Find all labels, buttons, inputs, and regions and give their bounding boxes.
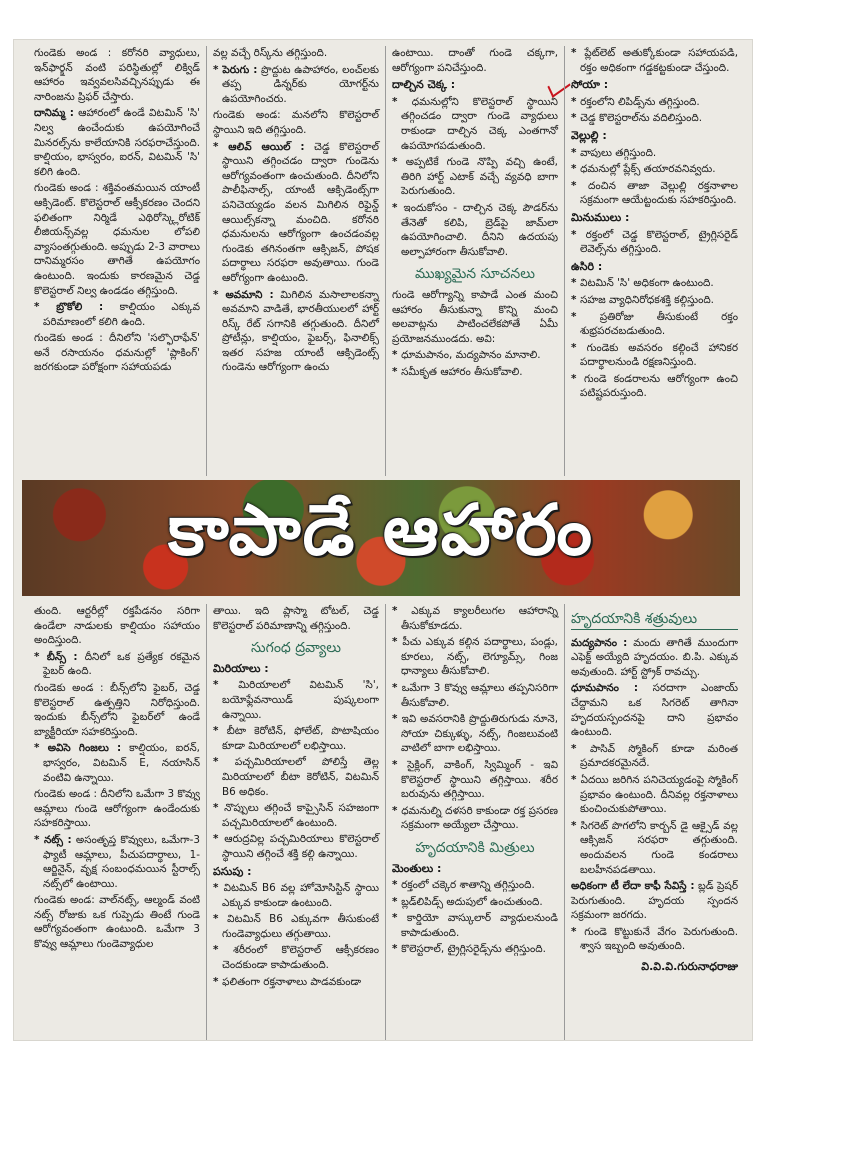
item-label: ఆలివ్ ఆయిల్ : — [228, 140, 305, 153]
section-heading: మెంతులు : — [392, 861, 442, 875]
author-byline: వి.వి.వి.గురునాధరాజు — [641, 960, 738, 974]
paragraph: గుండెకు అండ: మనలోని కొలెస్టరాల్ స్థాయిని ఇది తగ్గిస్తుంది. — [213, 109, 379, 136]
paragraph — [213, 288, 379, 376]
bullet-item: * శరీరంలో కొలెస్టరాల్ ఆక్సీకరణం చెందకుండా కాపాడుతుంది. — [213, 943, 379, 972]
bullet-item: * సహజ వ్యాధినిరోధకశక్తి కల్గిస్తుంది. — [571, 293, 738, 308]
column-6 — [207, 604, 386, 1040]
top-section — [28, 46, 746, 476]
bullet-item: * విటమిన్ 'సి' అధికంగా ఉంటుంది. — [571, 276, 738, 291]
bullet-item: * ఎక్కువ క్యాలరీలుగల ఆహారాన్ని తీసుకోకూడదు. — [392, 604, 558, 633]
paragraph — [34, 106, 200, 179]
paragraph: తాయి. ఇది ప్లాస్మా టోటల్, చెడ్డ కొలెస్టరాల్ పరిమాణాన్ని తగ్గిస్తుంది. — [213, 605, 379, 632]
paragraph: గుండె ఆరోగ్యాన్ని కాపాడే ఎంత మంచి ఆహారం తీసుకున్నా కొన్ని మంచి అలవాట్లను పాటించలేకపోతే ఏమీ ప్రయోజనముండదు. అవి: — [392, 288, 558, 345]
bullet-item: * ఆరుద్రవిల్ల పచ్చమిరియాలు కొలెస్టరాల్ స్థాయిని తగ్గించే శక్తి కల్గి ఉన్నాయి. — [213, 832, 379, 861]
column-7 — [386, 604, 565, 1040]
column-4 — [565, 46, 744, 476]
bullet-item: * గుండెకు అవసరం కల్గించే హానికర పదార్థాలనుండి రక్షణనిస్తుంది. — [571, 341, 738, 370]
bullet-item: * ఇవి అవసరానికి ప్రొద్దుతిరుగుడు నూనె, సోయా చిక్కుళ్ళు, నట్స్, గింజలువంటి వాటిలో బాగా లభిస్తాయి. — [392, 712, 558, 756]
paragraph: వల్ల వచ్చే రిస్క్‌ను తగ్గిస్తుంది. — [213, 47, 328, 59]
item-label: దానిమ్మ : — [34, 107, 74, 120]
paragraph: గుండెకు అండ : దీనిలోని 'సల్ఫొరాఫేన్' అనే రసాయనం ధమనుల్లో 'ప్లాకింగ్' జరగకుండా పరోక్షంగా సహాయపడు — [34, 332, 200, 374]
bullet-item: * పచ్చమిరియాలలో పోలిస్తే తెల్ల మిరియాలలో బీటా కెరోటిన్, విటమిన్ B6 అధికం. — [213, 755, 379, 799]
paragraph: గుండెకు అండ : బీన్స్‌లోని ఫైబర్, చెడ్డ కొలెస్టరాల్ ఉత్పత్తిని నిరోధిస్తుంది. ఇందుకు బీన్స్‌లోని ఫైబర్‌లో ఉండే బ్యాక్టీరియా సహకరిస్తుంది. — [34, 681, 200, 738]
item-text: ప్రొద్దుట ఉపాహారం, లంచ్‌లకు తప్ప డిన్నర్‌కు యోగర్ట్‌ను ఉపయోగించరు. — [222, 63, 379, 105]
subheading-important-tips: ముఖ్యమైన సూచనలు — [415, 266, 535, 283]
bullet-item: * పాసివ్ స్మోకింగ్ కూడా మరింత ప్రమాదకరమైనదే. — [571, 742, 738, 771]
bullet-item: * కార్డియో వాస్కులార్ వ్యాధులనుండి కాపాడుతుంది. — [392, 911, 558, 940]
paragraph: తుంది. ఆర్టరీల్లో రక్తపీడనం సరిగా ఉండేలా నాడులకు కాల్షియం సహాయం అందిస్తుంది. — [34, 605, 200, 647]
bullet-item: * బీటా కెరోటిన్, ఫోలేట్, పొటాషియం కూడా మిరియాలలో లభిస్తాయి. — [213, 724, 379, 753]
item-label: బ్రొకోలి : — [56, 301, 104, 314]
bullet-item: * సైక్లింగ్, వాకింగ్, స్విమ్మింగ్ - ఇవి కొలెస్టరాల్ స్థాయిని తగ్గిస్తాయి. శరీర బరువును తగ్గిస్తాయి. — [392, 758, 558, 802]
column-5 — [28, 604, 207, 1040]
paragraph — [571, 681, 738, 739]
item-label: అవమాని : — [225, 288, 274, 301]
bullet-item: * గుండె కండరాలను ఆరోగ్యంగా ఉంచి పటిష్టపరుస్తుంది. — [571, 372, 738, 401]
item-label: బీన్స్ : — [46, 650, 78, 663]
paragraph: గుండెకు అండ : శక్తివంతమయిన యాంటీ ఆక్సిడెంట్. కొలెస్టరాల్ ఆక్సీకరణం చెందని ఫలితంగా నిర్మిడే ఎథిరోస్క్లెరోటిక్ లీజియన్స్‌వల్ల ధమనుల లోపలి వ్యాసంతగ్గుతుంది. అప్పుడు 2-3 వారాలు దానిమ్మరసం తాగితే ఉపయోగం ఉంటుంది. ఇందుకు కారణమైన చెడ్డ కొలెస్టరాల్ నిల్వ ఉండడం తగ్గిస్తుంది. — [34, 182, 200, 297]
item-label: పెరుగు : — [222, 63, 258, 76]
item-text: మిగిలిన మసాలాలకన్నా అవమాని వాడితే, భారతీయులలో హార్ట్ రిస్క్ రేట్ సగానికి తగ్గుతుంది. దీనిలో ప్రోటీన్లు, కాల్షియం, ఫైబర్స్, ఫినాలిక్స్ ఇతర సహజ యాంటీ ఆక్సిడెంట్స్ గుండెను ఆరోగ్యంగా ఉంచు — [222, 288, 379, 374]
paragraph: గుండెకు అండ : కరోనరి వ్యాధులు, ఇన్‌ఫార్క్షన్ వంటి పరిస్థితుల్లో లిక్విడ్ ఆహారం ఇవ్వవలసివచ్చినప్పుడు ఈ నారింజను ప్రిఫర్ చేస్తారు. — [34, 47, 200, 103]
bullet-item: * విటమిన్ B6 ఎక్కువగా తీసుకుంటే గుండెవ్యాధులు తగ్గుతాయి. — [213, 912, 379, 941]
paragraph: ఉంటాయి. దాంతో గుండె చక్కగా, ఆరోగ్యంగా పనిచేస్తుంది. — [392, 47, 558, 74]
column-3 — [386, 46, 565, 476]
bullet-item: * ఇందుకోసం - దాల్చిన చెక్క పౌడర్‌ను తేనెతో కలిపి, బ్రెడ్‌పై జామ్‌లా ఉపయోగించాలి. దీనిని ఉదయపు అల్పాహారంగా తీసుకోవాలి. — [392, 201, 558, 259]
paragraph — [571, 879, 738, 923]
section-heading: సోయా : — [571, 78, 609, 92]
item-text: ఆహారంలో ఉండే విటమిన్ 'సి' నిల్వ ఉంచేందుకు ఉపయోగించే మినరల్స్‌ను కాలేయానికి సరఫరాచేస్తుంది. కాల్షియం, భాస్వరం, ఐరన్, విటమిన్ 'సి' కలిగి ఉంది. — [34, 107, 200, 178]
bullet-item: * కొలెస్టరాల్, ట్రైగ్లిసరైడ్స్‌ను తగ్గిస్తుంది. — [392, 942, 558, 957]
bullet-item: * దంచిన తాజా వెల్లుల్లి రక్తనాళాల సక్రమంగా ఆయేట్టందుకు సహకరిస్తుంది. — [571, 179, 738, 208]
bullet-item: * అప్పటికే గుండె నొప్పి వచ్చి ఉంటే, తిరిగి హార్ట్ ఎటాక్ వచ్చే వ్యవధి బాగా పెరుగుతుంది. — [392, 155, 558, 199]
paragraph: గుండెకు అండ : దీనిలోని ఒమేగా 3 కొవ్వు ఆమ్లాలు గుండె ఆరోగ్యంగా ఉండేందుకు సహకరిస్తాయి. — [34, 788, 200, 830]
bullet-item: * ఏదయి జరిగిన పనిచెయ్యడంపై స్మోకింగ్ ప్రభావం ఉంటుంది. దీనివల్ల రక్తనాళాలు కుంచించుకుపోతాయి. — [571, 773, 738, 817]
bullet-item: * మిరియాలలో విటమిన్ 'సి', బయోఫ్లేవనాయిడ్ పుష్కలంగా ఉన్నాయి. — [213, 678, 379, 722]
column-2 — [207, 46, 386, 476]
column-8 — [565, 604, 744, 1040]
bullet-item: * బ్లడ్‌లిపిడ్స్ అదుపులో ఉంచుతుంది. — [392, 895, 558, 910]
paragraph — [34, 650, 200, 679]
item-label: ధూమపానం : — [571, 682, 638, 695]
bullet-item: * వాపులు తగ్గిస్తుంది. — [571, 146, 738, 161]
bullet-item: * నొప్పులు తగ్గించే కాప్సైసిన్ సహజంగా పచ్చమిరియాలలో ఉంటుంది. — [213, 801, 379, 830]
subheading-heart-enemies: హృదయానికి శత్రువులు — [571, 612, 738, 630]
bullet-item: * పీచు ఎక్కువ కల్గిన పదార్థాలు, పండ్లు, కూరలు, నట్స్, లెగ్యూమ్స్, గింజ ధాన్యాలు తీసుకోవాలి. — [392, 635, 558, 679]
section-heading: పసుపు : — [213, 864, 252, 878]
paragraph — [34, 833, 200, 891]
banner-vegetables-image — [22, 480, 740, 596]
item-text: అసంతృప్త కొవ్వులు, ఒమేగా-3 ఫ్యాటీ ఆమ్లాలు, పీచుపదార్థాలు, 1-ఆర్జినైన్, వృక్ష సంబంధమయిన స్టీరాల్స్ నట్స్‌లో ఉంటాయి. — [43, 833, 200, 890]
paragraph — [213, 140, 379, 286]
paragraph — [34, 741, 200, 785]
bullet-item: * సమీకృత ఆహారం తీసుకోవాలి. — [392, 365, 558, 380]
bullet-item: * ప్రతిరోజు తీసుకుంటే రక్తం శుభ్రపరచబడుతుంది. — [571, 310, 738, 339]
bullet-item: * రక్తంలోని లిపిడ్స్‌ను తగ్గిస్తుంది. — [571, 95, 738, 110]
item-label: అధికంగా టీ లేదా కాఫీ సేవిస్తే : — [571, 880, 695, 893]
subheading-spices: సుగంధ ద్రవ్యాలు — [250, 640, 341, 657]
item-text: కాల్షియం ఎక్కువ పరిమాణంలో కలిగి ఉంది. — [43, 301, 200, 328]
item-label: అవిసె గింజలు : — [47, 742, 122, 755]
item-text: దీనిలో ఒక ప్రత్యేక రకమైన ఫైబర్ ఉంది. — [43, 650, 200, 678]
column-1 — [28, 46, 207, 476]
bullet-item: * ధమనుల్లోని కొలెస్టరాల్ స్థాయిని తగ్గించడం ద్వారా గుండె వ్యాధులు రాకుండా దాల్చిన చెక్క ఎంతగానో ఉపయోగపడుతుంది. — [392, 95, 558, 153]
bullet-item: * రక్తంలో చెడ్డ కొలెస్టరాల్, ట్రైగ్లిసరైడ్ లెవెల్స్‌ను తగ్గిస్తుంది. — [571, 228, 738, 257]
bullet-item: * విటమిన్ B6 వల్ల హోమోసిస్టిన్ స్థాయి ఎక్కువ కాకుండా ఉంటుంది. — [213, 881, 379, 910]
paragraph: గుండెకు అండ: వాల్‌నట్స్, ఆల్మండ్ వంటి నట్స్ రోజుకు ఒక గుప్పెడు తింటే గుండె ఆరోగ్యవంతంగా ఉంటుంది. ఒమేగా 3 కొవ్వు ఆమ్లాలు గుండెవ్యాధుల — [34, 894, 200, 951]
item-text: కాల్షియం, ఐరన్, భాస్వరం, విటమిన్ E, నయాసిన్ వంటివి ఉన్నాయి. — [43, 742, 200, 784]
bullet-item: * ధమనుల్ని దళసరి కాకుండా రక్త ప్రసరణ సక్రమంగా అయ్యేలా చేస్తాయి. — [392, 804, 558, 833]
section-heading: ఉసిరి : — [571, 259, 603, 273]
item-label: మద్యపానం : — [571, 636, 628, 649]
section-heading: మిరియాలు : — [213, 661, 269, 675]
subheading-heart-friends: హృదయానికి మిత్రులు — [415, 839, 535, 856]
paragraph — [213, 63, 379, 107]
section-heading: మినుములు : — [571, 210, 630, 224]
paragraph — [571, 636, 738, 680]
bullet-item: * సిగరెట్ పొగలోని కార్బన్ డై ఆక్సైడ్ వల్ల ఆక్సిజన్ సరఫరా తగ్గుతుంది. అందువలన గుండె కండరాలు బలహీనపడతాయి. — [571, 819, 738, 877]
bullet-item: * చెడ్డ కొలెస్టరాల్‌ను వదిలిస్తుంది. — [571, 111, 738, 126]
item-text: సరదాగా ఎంజాయ్ చేద్దామని ఒక సిగరెట్ తాగినా హృదయస్పందనపై దాని ప్రభావం ఉంటుంది. — [571, 682, 738, 739]
bullet-item: * ఫలితంగా రక్తనాళాలు పాడవకుండా — [213, 975, 379, 990]
bullet-item: * ధమనుల్లో ప్లేక్స్ తయారవనివ్వదు. — [571, 162, 738, 177]
item-text: బ్లడ్ ప్రెషర్ పెరుగుతుంది. హృదయ స్పందన సక్రమంగా జరగదు. — [571, 880, 738, 922]
bottom-section — [28, 604, 746, 1040]
bullet-item: * గుండె కొట్టుకునే వేగం పెరుగుతుంది. శ్వాస ఇబ్బంది అవుతుంది. — [571, 925, 738, 954]
bullet-item: * రక్తంలో చక్కెర శాతాన్ని తగ్గిస్తుంది. — [392, 878, 558, 893]
bullet-item: * ఒమేగా 3 కొవ్వు ఆమ్లాలు తప్పనిసరిగా తీసుకోవాలి. — [392, 681, 558, 710]
item-text: చెడ్డ కొలెస్టరాల్ స్థాయిని తగ్గించడం ద్వారా గుండెను ఆరోగ్యవంతంగా ఉంచుతుంది. దీనిలోని పాలీఫినాల్స్, యాంటీ ఆక్సిడెంట్స్‌గా పనిచెయ్యడం వలన మిగిలిన రిఫైన్డ్ ఆయిల్స్‌కన్నా మంచిది. కరోనరి ధమనులను ఆరోగ్యంగా ఉంచడంవల్ల గుండెకు తగినంతగా ఆక్సిజన్, పోషక పదార్థాలు సరఫరా అవుతాయి. గుండె ఆరోగ్యంగా ఉంటుంది. — [222, 140, 379, 284]
item-label: నట్స్ : — [43, 833, 72, 846]
section-heading: వెల్లుల్లి : — [571, 128, 607, 142]
bullet-item: * ప్లేట్‌లెట్ అతుక్కోకుండా సహాయపడి, రక్తం అధికంగా గడ్డకట్టకుండా చేస్తుంది. — [571, 46, 738, 75]
item-text: మందు తాగితే ముందుగా ఎఫెక్ట్ అయ్యేది హృదయం. బి.పి. ఎక్కువ అవుతుంది. హార్ట్ స్ట్రోక్ రావచ్చు. — [571, 636, 738, 678]
section-heading: దాల్చిన చెక్క : — [392, 78, 456, 92]
paragraph — [34, 300, 200, 329]
bullet-item: * ధూమపానం, మద్యపానం మానాలి. — [392, 348, 558, 363]
banner-title: కాపాడే ఆహారం — [167, 488, 595, 571]
